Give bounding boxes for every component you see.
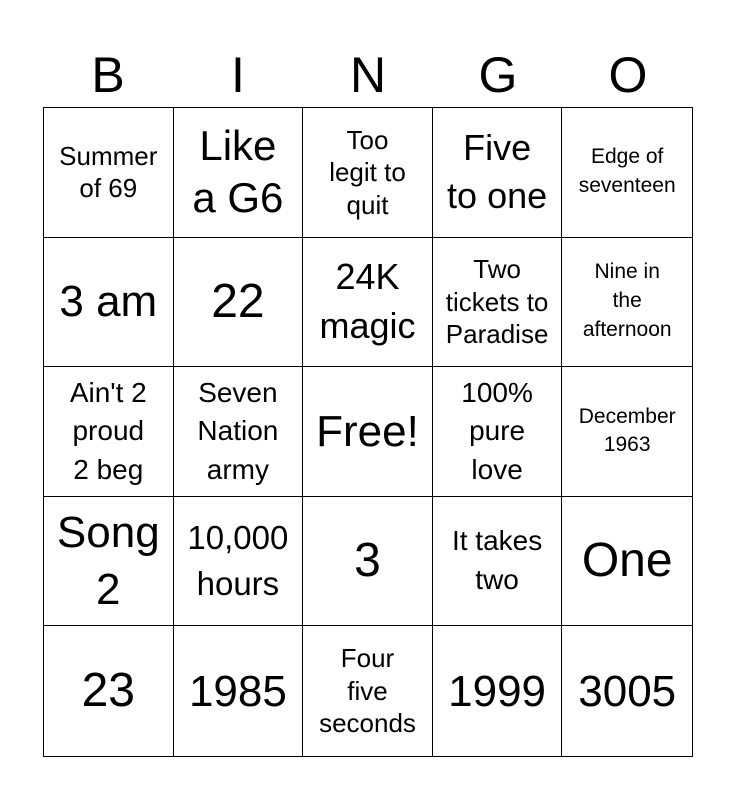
- cell-text: 22: [211, 275, 265, 329]
- bingo-cell[interactable]: [174, 497, 304, 627]
- bingo-board: [43, 107, 693, 757]
- bingo-cell[interactable]: [44, 367, 174, 497]
- cell-text: 24K magic: [319, 256, 416, 346]
- bingo-cell[interactable]: [174, 108, 304, 238]
- cell-text: Too legit to quit: [329, 124, 406, 220]
- cell-text: 3005: [578, 666, 677, 716]
- cell-text: December 1963: [578, 404, 676, 457]
- header-letter-g: G: [478, 47, 518, 103]
- bingo-cell[interactable]: [562, 367, 692, 497]
- cell-text: Free!: [316, 406, 419, 456]
- cell-text: 3 am: [59, 277, 158, 327]
- header-letter-n: N: [349, 47, 387, 103]
- cell-text: Nine in the afternoon: [582, 260, 672, 342]
- cell-text: 100% pure love: [461, 376, 533, 485]
- cell-text: Ain't 2 proud 2 beg: [69, 376, 147, 485]
- bingo-cell[interactable]: [174, 238, 304, 368]
- cell-text: Seven Nation army: [197, 376, 279, 485]
- header-letter-i: I: [231, 47, 245, 103]
- cell-text: Four five seconds: [319, 643, 416, 739]
- cell-text: 1999: [448, 666, 547, 716]
- bingo-cell[interactable]: [433, 108, 563, 238]
- bingo-header: [43, 42, 693, 108]
- cell-text: 23: [81, 664, 135, 718]
- header-letter-o: O: [608, 47, 648, 103]
- bingo-cell[interactable]: [562, 108, 692, 238]
- bingo-cell[interactable]: [303, 497, 433, 627]
- bingo-cell[interactable]: [44, 497, 174, 627]
- cell-text: Two tickets to Paradise: [445, 254, 549, 350]
- cell-text: Five to one: [447, 126, 548, 217]
- bingo-cell[interactable]: [44, 626, 174, 756]
- bingo-cell[interactable]: [303, 367, 433, 497]
- bingo-cell[interactable]: [44, 238, 174, 368]
- bingo-cell[interactable]: [433, 626, 563, 756]
- bingo-cell[interactable]: [174, 367, 304, 497]
- bingo-cell[interactable]: [303, 238, 433, 368]
- bingo-cell[interactable]: [562, 497, 692, 627]
- bingo-cell[interactable]: [562, 626, 692, 756]
- cell-text: Edge of seventeen: [578, 145, 676, 198]
- cell-text: 3: [354, 534, 381, 588]
- cell-text: 10,000 hours: [187, 518, 289, 603]
- cell-text: 1985: [188, 666, 287, 716]
- cell-text: Summer of 69: [59, 140, 158, 204]
- bingo-cell[interactable]: [433, 497, 563, 627]
- bingo-cell[interactable]: [174, 626, 304, 756]
- bingo-cell[interactable]: [433, 238, 563, 368]
- bingo-cell[interactable]: [303, 108, 433, 238]
- bingo-cell[interactable]: [433, 367, 563, 497]
- header-letter-b: B: [91, 47, 125, 103]
- cell-text: Song 2: [56, 507, 160, 615]
- cell-text: It takes two: [451, 525, 543, 596]
- bingo-cell[interactable]: [562, 238, 692, 368]
- bingo-cell[interactable]: [303, 626, 433, 756]
- bingo-cell[interactable]: [44, 108, 174, 238]
- cell-text: Like a G6: [192, 121, 284, 222]
- cell-text: One: [581, 534, 673, 588]
